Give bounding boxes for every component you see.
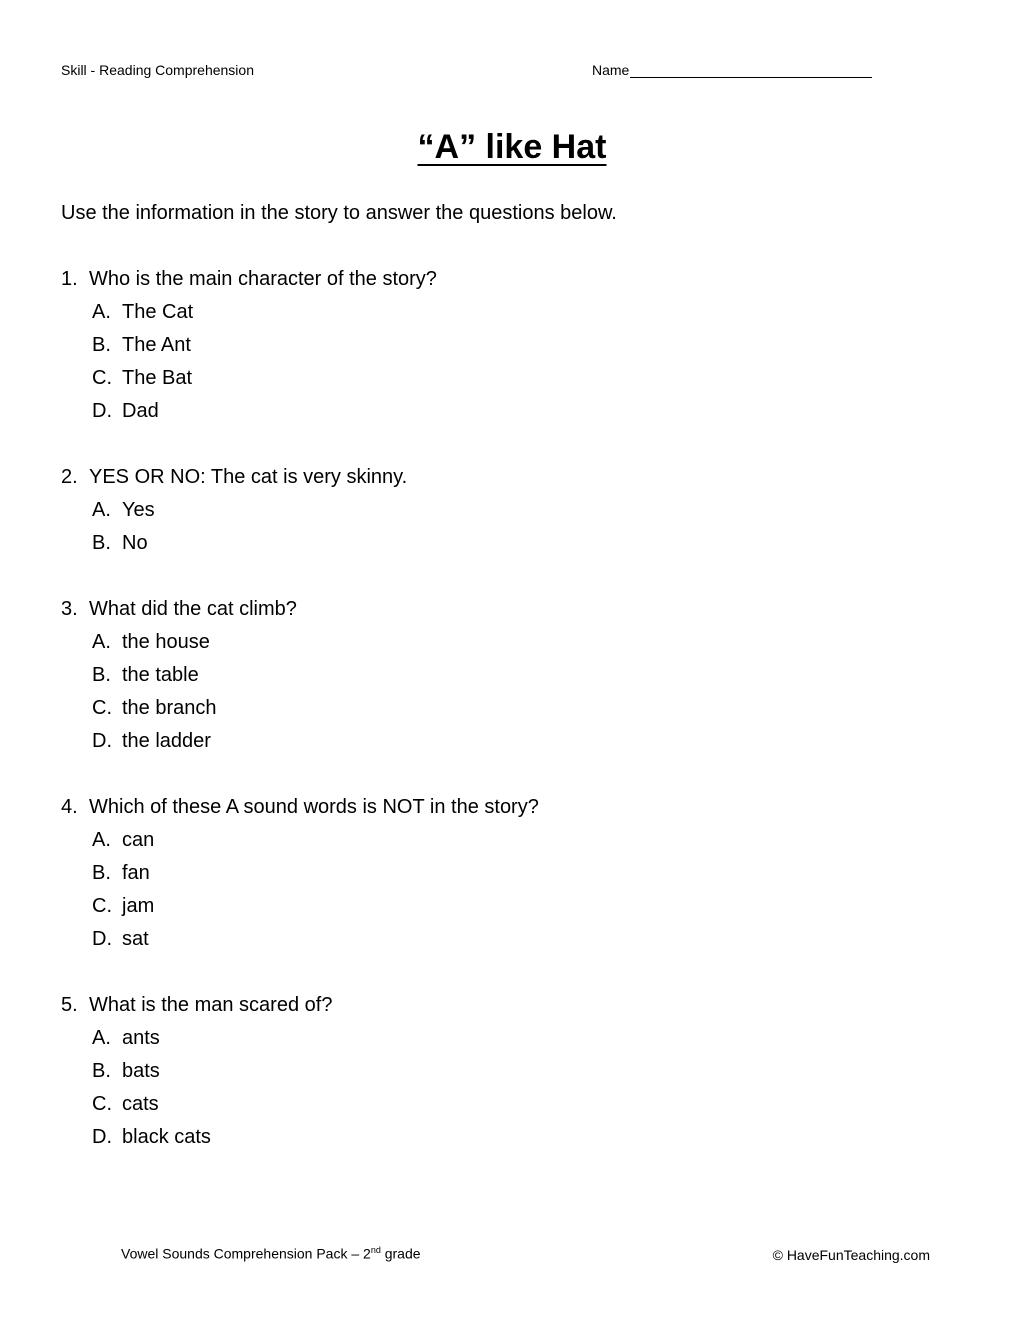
question-text: What is the man scared of?	[89, 994, 333, 1016]
answer-option[interactable]	[92, 494, 961, 527]
option-letter: A.	[92, 1027, 111, 1049]
option-text: Dad	[122, 400, 159, 422]
option-letter: A.	[92, 829, 111, 851]
option-text: fan	[122, 862, 150, 884]
worksheet-title	[0, 128, 1024, 167]
option-text: black cats	[122, 1126, 211, 1148]
option-letter: D.	[92, 928, 112, 950]
answer-option[interactable]	[92, 857, 961, 890]
question-2	[61, 461, 961, 560]
question-line	[61, 461, 961, 494]
answer-options	[61, 494, 961, 560]
question-line	[61, 263, 961, 296]
option-letter: B.	[92, 334, 111, 356]
option-letter: B.	[92, 664, 111, 686]
question-number: 4.	[61, 796, 78, 818]
option-letter: C.	[92, 895, 112, 917]
option-text: The Bat	[122, 367, 193, 389]
option-text: No	[122, 532, 148, 554]
footer-copyright: © HaveFunTeaching.com	[772, 1247, 930, 1263]
skill-label: Skill - Reading Comprehension	[61, 62, 254, 78]
answer-option[interactable]	[92, 923, 961, 956]
question-text: Which of these A sound words is NOT in the story?	[89, 796, 539, 818]
option-text: The Ant	[122, 334, 191, 356]
option-letter: A.	[92, 499, 111, 521]
instructions: Use the information in the story to answer the questions below.	[61, 202, 617, 224]
answer-option[interactable]	[92, 692, 961, 725]
question-line	[61, 791, 961, 824]
footer-pack-suffix: grade	[380, 1245, 421, 1262]
question-4	[61, 791, 961, 956]
question-number: 2.	[61, 466, 78, 488]
question-text: What did the cat climb?	[89, 598, 297, 620]
question-number: 5.	[61, 994, 78, 1016]
option-letter: A.	[92, 301, 111, 323]
question-list	[61, 263, 961, 1187]
answer-option[interactable]	[92, 659, 961, 692]
answer-option[interactable]	[92, 1055, 961, 1088]
option-text: cats	[122, 1093, 159, 1115]
option-text: bats	[122, 1060, 160, 1082]
answer-options	[61, 296, 961, 428]
option-text: the branch	[122, 697, 217, 719]
answer-option[interactable]	[92, 362, 961, 395]
answer-option[interactable]	[92, 626, 961, 659]
option-letter: C.	[92, 697, 112, 719]
option-letter: A.	[92, 631, 111, 653]
option-text: The Cat	[122, 301, 194, 323]
answer-option[interactable]	[92, 1121, 961, 1154]
question-number: 3.	[61, 598, 78, 620]
option-letter: D.	[92, 730, 112, 752]
option-letter: C.	[92, 367, 112, 389]
answer-option[interactable]	[92, 725, 961, 758]
option-text: jam	[122, 895, 155, 917]
answer-option[interactable]	[92, 527, 961, 560]
answer-option[interactable]	[92, 1022, 961, 1055]
footer-pack-sup: nd	[370, 1245, 381, 1255]
question-3	[61, 593, 961, 758]
option-letter: B.	[92, 1060, 111, 1082]
option-text: the table	[122, 664, 199, 686]
question-text: Who is the main character of the story?	[89, 268, 437, 290]
footer-pack-text: Vowel Sounds Comprehension Pack – 2	[121, 1245, 371, 1262]
answer-option[interactable]	[92, 1088, 961, 1121]
answer-option[interactable]	[92, 329, 961, 362]
answer-options	[61, 626, 961, 758]
option-letter: D.	[92, 1126, 112, 1148]
option-text: the house	[122, 631, 210, 653]
answer-option[interactable]	[92, 395, 961, 428]
question-line	[61, 593, 961, 626]
option-text: ants	[122, 1027, 160, 1049]
answer-option[interactable]	[92, 296, 961, 329]
question-text: YES OR NO: The cat is very skinny.	[89, 466, 408, 488]
question-5	[61, 989, 961, 1154]
name-label: Name	[592, 62, 630, 78]
option-letter: B.	[92, 862, 111, 884]
option-letter: B.	[92, 532, 111, 554]
option-text: can	[122, 829, 155, 851]
option-text: sat	[122, 928, 149, 950]
title-text: “A” like Hat	[417, 128, 607, 166]
answer-options	[61, 1022, 961, 1154]
answer-options	[61, 824, 961, 956]
answer-option[interactable]	[92, 890, 961, 923]
name-blank-line[interactable]	[630, 63, 872, 78]
question-line	[61, 989, 961, 1022]
option-text: Yes	[122, 499, 155, 521]
option-letter: C.	[92, 1093, 112, 1115]
answer-option[interactable]	[92, 824, 961, 857]
question-number: 1.	[61, 268, 78, 290]
option-text: the ladder	[122, 730, 211, 752]
question-1	[61, 263, 961, 428]
footer-pack-label	[121, 1245, 421, 1262]
option-letter: D.	[92, 400, 112, 422]
name-field	[592, 62, 872, 78]
